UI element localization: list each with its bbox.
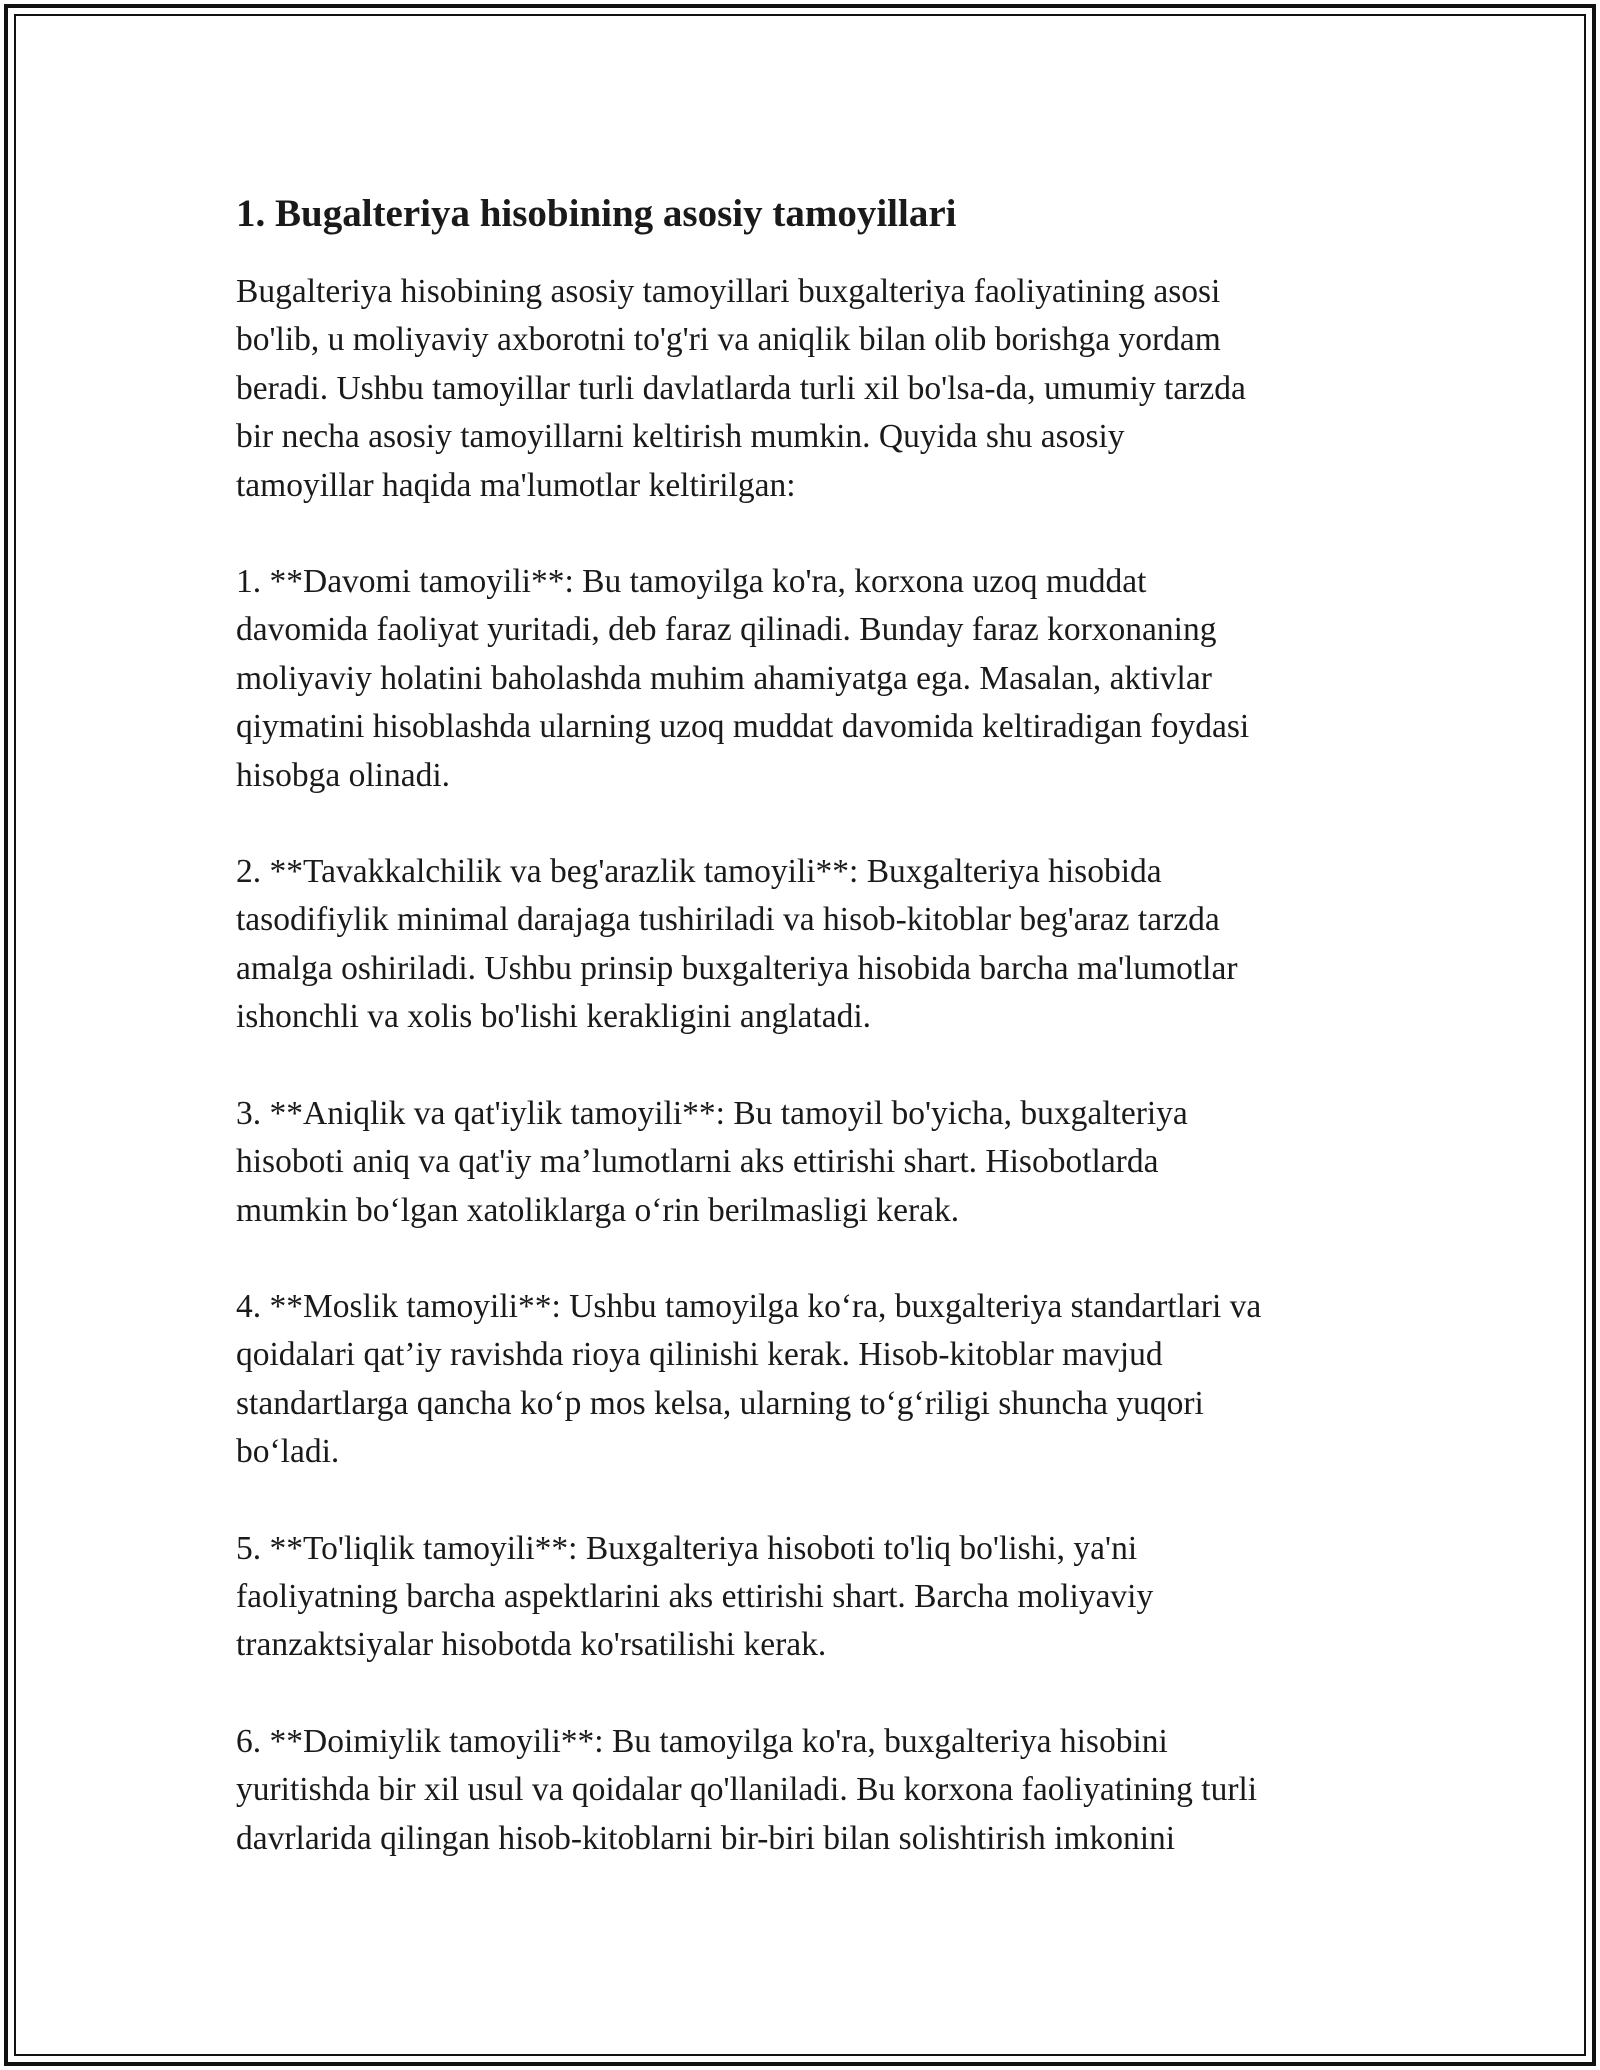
principle-completeness-paragraph: 5. **To'liqlik tamoyili**: Buxgalteriya hisoboti to'liq bo'lishi, ya'ni faoliyatning barcha aspektlarini aks ettirishi shart. Barcha moliyaviy tranzaktsiyalar hisobotda ko'rsatilishi kerak. bbox=[236, 1529, 1154, 1664]
principle-accuracy-paragraph: 3. **Aniqlik va qat'iylik tamoyili**: Bu tamoyil bo'yicha, buxgalteriya hisoboti aniq va qat'iy ma’lumotlarni aks ettirishi shart. Hisobotlarda mumkin bo‘lgan xatoliklarga o‘rin berilmasligi kerak. bbox=[236, 1094, 1188, 1229]
principle-consistency-paragraph: 6. **Doimiylik tamoyili**: Bu tamoyilga ko'ra, buxgalteriya hisobini yuritishda bir xil usul va qoidalar qo'llaniladi. Bu korxona faoliyatining turli davrlarida qilingan hisob-kitoblarni bir-biri bilan solishtirish imkonini bbox=[236, 1722, 1258, 1857]
document-body bbox=[236, 186, 1376, 1911]
principle-conformity-paragraph: 4. **Moslik tamoyili**: Ushbu tamoyilga ko‘ra, buxgalteriya standartlari va qoidalari qat’iy ravishda rioya qilinishi kerak. Hisob-kitoblar mavjud standartlarga qancha ko‘p mos kelsa, ularning to‘g‘riligi shuncha yuqori bo‘ladi. bbox=[236, 1287, 1262, 1471]
principle-continuity-paragraph: 1. **Davomi tamoyili**: Bu tamoyilga ko'ra, korxona uzoq muddat davomida faoliyat yuritadi, deb faraz qilinadi. Bunday faraz korxonaning moliyaviy holatini baholashda muhim ahamiyatga ega. Masalan, aktivlar qiymatini hisoblashda ularning uzoq muddat davomida keltiradigan foydasi hisobga olinadi. bbox=[236, 563, 1250, 794]
intro-paragraph: Bugalteriya hisobining asosiy tamoyillari buxgalteriya faoliyatining asosi bo'lib, u moliyaviy axborotni to'g'ri va aniqlik bilan olib borishga yordam beradi. Ushbu tamoyillar turli davlatlarda turli xil bo'lsa-da, umumiy tarzda bir necha asosiy tamoyillarni keltirish mumkin. Quyida shu asosiy tamoyillar haqida ma'lumotlar keltirilgan: bbox=[236, 273, 1246, 504]
principle-prudence-paragraph: 2. **Tavakkalchilik va beg'arazlik tamoyili**: Buxgalteriya hisobida tasodifiylik minimal darajaga tushiriladi va hisob-kitoblar beg'araz tarzda amalga oshiriladi. Ushbu prinsip buxgalteriya hisobida barcha ma'lumotlar ishonchli va xolis bo'lishi kerakligini anglatadi. bbox=[236, 853, 1238, 1036]
section-title: 1. Bugalteriya hisobining asosiy tamoyillari bbox=[236, 192, 957, 235]
